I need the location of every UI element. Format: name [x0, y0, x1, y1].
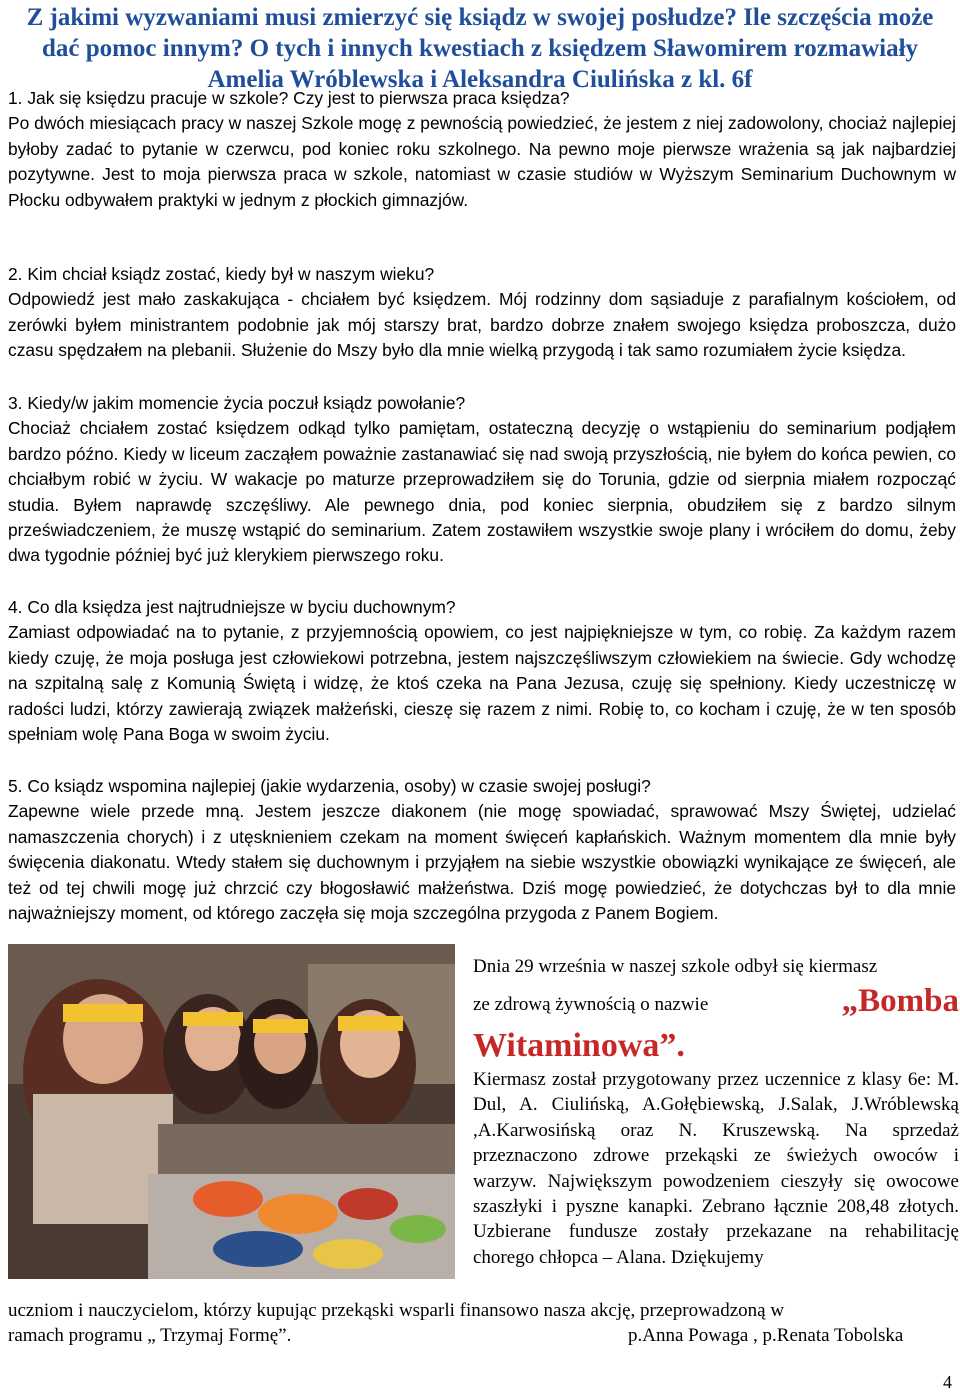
answer: Odpowiedź jest mało zaskakująca - chciałem być księdzem. Mój rodzinny dom sąsiaduje z parafialnym kościołem, od zerówki byłem ministrantem podobnie jak mój starszy brat, bardzo dobrze znałem swojego księdza proboszcza, dużo czasu spędzałem na plebanii. Służenie do Mszy było dla mnie wielką przygodą i tak samo rozumiałem życie księdza. — [8, 289, 956, 361]
kiermasz-name-part2: Witaminowa”. — [473, 1027, 685, 1064]
title-line: dać pomoc innym? O tych i innych kwestiach z księdzem Sławomirem rozmawiały — [41, 35, 919, 62]
title-line: Z jakimi wyzwaniami musi zmierzyć się ksiądz w swojej posłudze? Ile szczęścia może — [26, 4, 934, 31]
title-line: Amelia Wróblewska i Aleksandra Ciulińska z kl. 6f — [207, 66, 753, 93]
kiermasz-intro-2 — [473, 983, 959, 1019]
qa-block-3 — [8, 391, 956, 569]
qa-block-2 — [8, 262, 956, 364]
authors: p.Anna Powaga , p.Renata Tobolska — [628, 1325, 904, 1346]
kiermasz-intro: Dnia 29 września w naszej szkole odbył się kiermasz — [473, 956, 878, 977]
article-title — [8, 2, 952, 95]
photo-illustration — [8, 944, 455, 1279]
program-text: ramach programu „ Trzymaj Formę”. — [8, 1325, 292, 1346]
kiermasz-photo — [8, 944, 455, 1279]
question: 5. Co ksiądz wspomina najlepiej (jakie wydarzenia, osoby) w czasie swojej posługi? — [8, 776, 651, 796]
kiermasz-intro-text: ze zdrową żywnością o nazwie — [473, 994, 709, 1015]
qa-block-5 — [8, 774, 956, 926]
answer: Po dwóch miesiącach pracy w naszej Szkole mogę z pewnością powiedzieć, że jestem z niej zadowolony, chociaż najlepiej byłoby zadać to pytanie w czerwcu, pod koniec roku szkolnego. Na pewno moje pierwsze wrażenia są jak najbardziej pozytywne. Jest to moja pierwsza praca w szkole, natomiast w czasie studiów w Wyższym Seminarium Duchownym w Płocku odbywałem praktyki w jednym z płockich gimnazjów. — [8, 113, 956, 210]
kiermasz-body: Kiermasz został przygotowany przez uczennice z klasy 6e: M. Dul, A. Ciulińską, A.Gołębiewską, J.Salak, J.Wróblewską ,A.Karwosińską oraz N. Kruszewską. Na sprzedaż przeznaczono zdrowe przekąski ze świeżych owoców i warzyw. Największym powodzeniem cieszyły się owocowe szaszłyki i pyszne kanapki. Zebrano łącznie 208,48 złotych. Uzbierane fundusze zostały przekazane na rehabilitację chorego chłopca – Alana. Dziękujemy — [473, 1069, 959, 1268]
page-number: 4 — [943, 1372, 952, 1392]
kiermasz-bottom-line: uczniom i nauczycielom, którzy kupując przekąski wsparli finansowo nasza akcję, przeprowadzoną w — [8, 1300, 785, 1321]
kiermasz-bottom-line-2 — [8, 1323, 958, 1348]
qa-block-4 — [8, 595, 956, 747]
answer: Chociaż chciałem zostać księdzem odkąd tylko pamiętam, ostateczną decyzję o wstąpieniu do seminarium podjąłem bardzo późno. Kiedy w liceum zacząłem poważnie zastanawiać się nad swoją przyszłością, nie byłem do końca pewien, co chciałbym robić w życiu. W wakacje po maturze przeprowadziłem się do Torunia, gdzie od sierpnia miałem rozpocząć studia. Byłem naprawdę szczęśliwy. Ale pewnego dnia, pod koniec sierpnia, obudziłem się z bardzo silnym przeświadczeniem, że muszę wstąpić do seminarium. Zatem zostawiłem wszystkie swoje plany i wróciłem do domu, żeby dwa tygodnie później być już klerykiem pierwszego roku. — [8, 418, 956, 566]
question: 4. Co dla księdza jest najtrudniejsze w byciu duchownym? — [8, 597, 456, 617]
qa-block-1 — [8, 86, 956, 213]
answer: Zamiast odpowiadać na to pytanie, z przyjemnością opowiem, co jest najpiękniejsze w tym, co robię. Za każdym razem kiedy czuję, że moja posługa jest człowiekowi potrzebna, jestem najszczęśliwszym człowiekiem na świecie. Gdy wchodzę na szpitalną salę z Komunią Świętą i widzę, że ktoś czeka na Pana Jezusa, czuję się spełniony. Kiedy uczestniczę w radości ludzi, którzy zawierają związek małżeński, cieszę się razem z nimi. Robię to, co kocham i czuję, że w ten sposób spełniam wolę Pana Boga w swoim życiu. — [8, 622, 956, 745]
question: 2. Kim chciał ksiądz zostać, kiedy był w naszym wieku? — [8, 264, 435, 284]
question: 1. Jak się księdzu pracuje w szkole? Czy jest to pierwsza praca księdza? — [8, 88, 570, 108]
question: 3. Kiedy/w jakim momencie życia poczuł ksiądz powołanie? — [8, 393, 466, 413]
answer: Zapewne wiele przede mną. Jestem jeszcze diakonem (nie mogę spowiadać, sprawować Mszy Świętej, udzielać namaszczenia chorych) i z utęsknieniem czekam na moment święceń kapłańskich. Ważnym momentem dla mnie były święcenia diakonatu. Wtedy stałem się duchownym i przyjąłem na siebie wszystkie obowiązki wynikające ze święceń, ale też od tej chwili mogę już chrzcić czy błogosławić małżeństwa. Dziś mogę powiedzieć, że dotychczas był to dla mnie najważniejszy moment, od którego zaczęła się moja szczególna przygoda z Panem Bogiem. — [8, 801, 956, 924]
kiermasz-name-part1: „Bomba — [841, 983, 959, 1019]
